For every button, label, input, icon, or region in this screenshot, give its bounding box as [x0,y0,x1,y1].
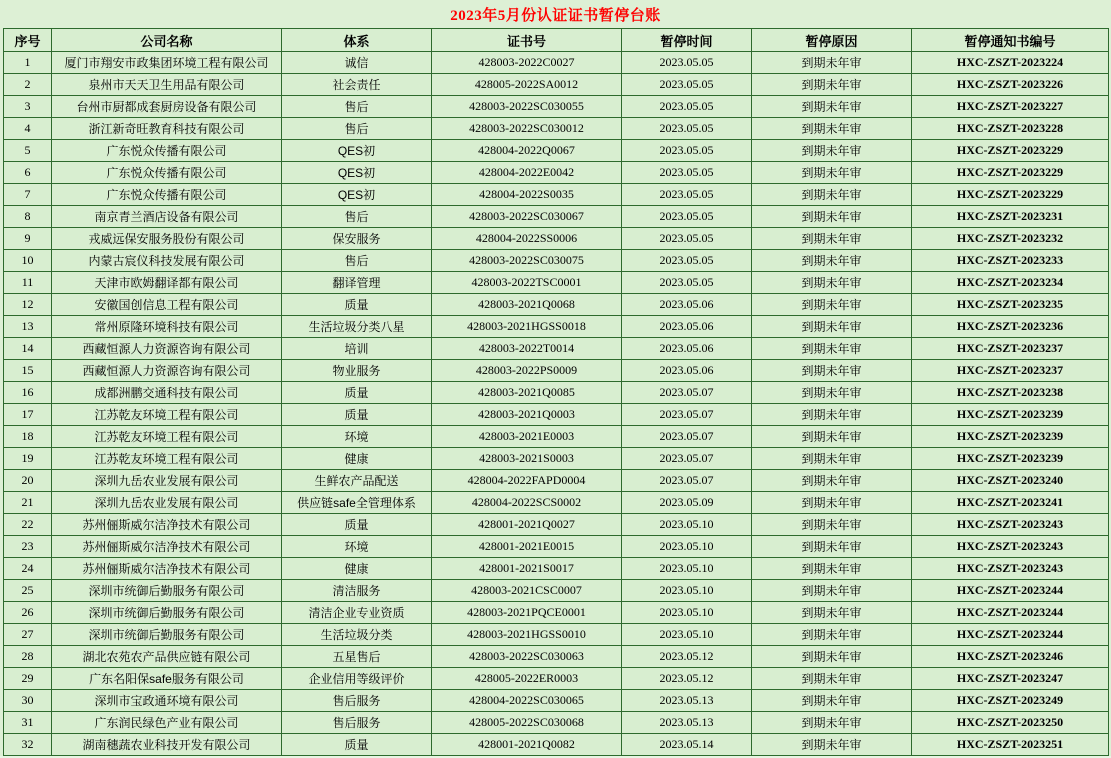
cell-company: 广东悦众传播有限公司 [52,140,282,162]
cell-suspension-date: 2023.05.09 [622,492,752,514]
cell-index: 9 [4,228,52,250]
cell-certificate-number: 428001-2021E0015 [432,536,622,558]
cell-suspension-date: 2023.05.05 [622,52,752,74]
cell-system: 健康 [282,558,432,580]
cell-notice-number: HXC-ZSZT-2023239 [912,426,1109,448]
cell-company: 深圳市宝政通环境有限公司 [52,690,282,712]
cell-index: 1 [4,52,52,74]
cell-suspension-date: 2023.05.05 [622,228,752,250]
cell-notice-number: HXC-ZSZT-2023237 [912,338,1109,360]
column-header-suspension-date: 暂停时间 [622,29,752,52]
cell-system: 售后服务 [282,690,432,712]
cell-suspension-date: 2023.05.06 [622,360,752,382]
cell-system: 售后 [282,206,432,228]
cell-index: 28 [4,646,52,668]
cell-notice-number: HXC-ZSZT-2023229 [912,140,1109,162]
cell-index: 11 [4,272,52,294]
cell-suspension-date: 2023.05.07 [622,448,752,470]
table-row[interactable] [4,184,1109,206]
cell-index: 15 [4,360,52,382]
cell-system: 物业服务 [282,360,432,382]
cell-company: 西藏恒源人力资源咨询有限公司 [52,360,282,382]
cell-index: 26 [4,602,52,624]
cell-suspension-date: 2023.05.10 [622,602,752,624]
cell-suspension-reason: 到期未年审 [752,646,912,668]
cell-notice-number: HXC-ZSZT-2023227 [912,96,1109,118]
cell-company: 安徽国创信息工程有限公司 [52,294,282,316]
cell-company: 深圳九岳农业发展有限公司 [52,470,282,492]
cell-system: 健康 [282,448,432,470]
cell-suspension-date: 2023.05.05 [622,74,752,96]
cell-notice-number: HXC-ZSZT-2023243 [912,514,1109,536]
cell-company: 江苏乾友环境工程有限公司 [52,448,282,470]
cell-notice-number: HXC-ZSZT-2023239 [912,404,1109,426]
table-row[interactable] [4,492,1109,514]
cell-suspension-date: 2023.05.14 [622,734,752,756]
cell-system: 培训 [282,338,432,360]
cell-notice-number: HXC-ZSZT-2023244 [912,602,1109,624]
table-row[interactable] [4,668,1109,690]
cell-suspension-date: 2023.05.05 [622,162,752,184]
cell-notice-number: HXC-ZSZT-2023243 [912,558,1109,580]
cell-index: 27 [4,624,52,646]
cell-suspension-reason: 到期未年审 [752,734,912,756]
table-row[interactable] [4,712,1109,734]
cell-company: 广东悦众传播有限公司 [52,184,282,206]
table-row[interactable] [4,536,1109,558]
cell-system: 质量 [282,514,432,536]
cell-suspension-date: 2023.05.06 [622,316,752,338]
table-body [4,52,1109,756]
cell-system: 供应链safe全管理体系 [282,492,432,514]
cell-system: 质量 [282,294,432,316]
cell-certificate-number: 428005-2022ER0003 [432,668,622,690]
cell-index: 6 [4,162,52,184]
cell-company: 深圳九岳农业发展有限公司 [52,492,282,514]
cell-notice-number: HXC-ZSZT-2023224 [912,52,1109,74]
cell-system: 企业信用等级评价 [282,668,432,690]
column-header-notice-number: 暂停通知书编号 [912,29,1109,52]
cell-suspension-reason: 到期未年审 [752,448,912,470]
cell-suspension-reason: 到期未年审 [752,96,912,118]
cell-company: 内蒙古宸仪科技发展有限公司 [52,250,282,272]
cell-company: 厦门市翔安市政集团环境工程有限公司 [52,52,282,74]
cell-suspension-reason: 到期未年审 [752,602,912,624]
cell-index: 22 [4,514,52,536]
cell-index: 16 [4,382,52,404]
table-row[interactable] [4,316,1109,338]
cell-certificate-number: 428003-2021Q0085 [432,382,622,404]
cell-suspension-reason: 到期未年审 [752,712,912,734]
cell-company: 苏州俪斯威尔洁净技术有限公司 [52,536,282,558]
cell-system: 诚信 [282,52,432,74]
cell-suspension-reason: 到期未年审 [752,668,912,690]
cell-suspension-reason: 到期未年审 [752,360,912,382]
cell-notice-number: HXC-ZSZT-2023243 [912,536,1109,558]
cell-certificate-number: 428005-2022SC030068 [432,712,622,734]
cell-company: 深圳市统御后勤服务有限公司 [52,624,282,646]
cell-index: 7 [4,184,52,206]
cell-company: 广东名阳保safe服务有限公司 [52,668,282,690]
cell-certificate-number: 428003-2021CSC0007 [432,580,622,602]
cell-notice-number: HXC-ZSZT-2023229 [912,184,1109,206]
cell-company: 台州市厨都成套厨房设备有限公司 [52,96,282,118]
cell-certificate-number: 428003-2022T0014 [432,338,622,360]
cell-index: 18 [4,426,52,448]
cell-certificate-number: 428003-2021Q0003 [432,404,622,426]
cell-suspension-reason: 到期未年审 [752,52,912,74]
cell-index: 25 [4,580,52,602]
cell-suspension-reason: 到期未年审 [752,316,912,338]
cell-company: 江苏乾友环境工程有限公司 [52,404,282,426]
cell-company: 深圳市统御后勤服务有限公司 [52,602,282,624]
table-row[interactable] [4,426,1109,448]
cell-suspension-reason: 到期未年审 [752,338,912,360]
cell-notice-number: HXC-ZSZT-2023233 [912,250,1109,272]
cell-certificate-number: 428003-2021S0003 [432,448,622,470]
cell-suspension-reason: 到期未年审 [752,140,912,162]
cell-notice-number: HXC-ZSZT-2023251 [912,734,1109,756]
cell-company: 成都洲鹏交通科技有限公司 [52,382,282,404]
cell-suspension-reason: 到期未年审 [752,536,912,558]
cell-suspension-date: 2023.05.07 [622,404,752,426]
column-header-system: 体系 [282,29,432,52]
cell-notice-number: HXC-ZSZT-2023240 [912,470,1109,492]
cell-certificate-number: 428004-2022SS0006 [432,228,622,250]
cell-suspension-reason: 到期未年审 [752,426,912,448]
cell-system: 保安服务 [282,228,432,250]
cell-index: 31 [4,712,52,734]
cell-certificate-number: 428003-2022TSC0001 [432,272,622,294]
cell-notice-number: HXC-ZSZT-2023236 [912,316,1109,338]
cell-index: 20 [4,470,52,492]
cell-index: 10 [4,250,52,272]
table-row[interactable] [4,140,1109,162]
cell-suspension-date: 2023.05.10 [622,536,752,558]
cell-suspension-date: 2023.05.07 [622,426,752,448]
cell-index: 17 [4,404,52,426]
cell-system: 清洁服务 [282,580,432,602]
cell-suspension-reason: 到期未年审 [752,624,912,646]
cell-index: 13 [4,316,52,338]
cell-company: 西藏恒源人力资源咨询有限公司 [52,338,282,360]
cell-company: 广东悦众传播有限公司 [52,162,282,184]
cell-certificate-number: 428004-2022S0035 [432,184,622,206]
column-header-certificate-number: 证书号 [432,29,622,52]
table-row[interactable] [4,228,1109,250]
table-row[interactable] [4,514,1109,536]
cell-notice-number: HXC-ZSZT-2023234 [912,272,1109,294]
cell-certificate-number: 428004-2022FAPD0004 [432,470,622,492]
cell-company: 广东润民绿色产业有限公司 [52,712,282,734]
cell-company: 苏州俪斯威尔洁净技术有限公司 [52,514,282,536]
cell-certificate-number: 428004-2022SC030065 [432,690,622,712]
table-row[interactable] [4,206,1109,228]
column-header-index: 序号 [4,29,52,52]
cell-suspension-reason: 到期未年审 [752,272,912,294]
cell-company: 戎威远保安服务股份有限公司 [52,228,282,250]
cell-suspension-reason: 到期未年审 [752,206,912,228]
cell-suspension-reason: 到期未年审 [752,404,912,426]
cell-certificate-number: 428003-2022SC030063 [432,646,622,668]
cell-system: 五星售后 [282,646,432,668]
cell-suspension-reason: 到期未年审 [752,74,912,96]
cell-certificate-number: 428004-2022SCS0002 [432,492,622,514]
table-row[interactable] [4,360,1109,382]
cell-certificate-number: 428003-2022SC030055 [432,96,622,118]
table-row[interactable] [4,338,1109,360]
cell-notice-number: HXC-ZSZT-2023239 [912,448,1109,470]
table-row[interactable] [4,646,1109,668]
cell-system: 生鲜农产品配送 [282,470,432,492]
cell-system: 质量 [282,382,432,404]
cell-suspension-reason: 到期未年审 [752,184,912,206]
cell-suspension-reason: 到期未年审 [752,118,912,140]
cell-system: 质量 [282,404,432,426]
cell-suspension-date: 2023.05.12 [622,668,752,690]
cell-system: 质量 [282,734,432,756]
cell-suspension-date: 2023.05.05 [622,140,752,162]
table-row[interactable] [4,96,1109,118]
cell-notice-number: HXC-ZSZT-2023238 [912,382,1109,404]
cell-system: 清洁企业专业资质 [282,602,432,624]
cell-notice-number: HXC-ZSZT-2023241 [912,492,1109,514]
table-row[interactable] [4,52,1109,74]
cell-suspension-date: 2023.05.10 [622,558,752,580]
cell-index: 14 [4,338,52,360]
cell-certificate-number: 428001-2021Q0027 [432,514,622,536]
cell-suspension-date: 2023.05.05 [622,272,752,294]
cell-system: 翻译管理 [282,272,432,294]
cell-certificate-number: 428003-2021PQCE0001 [432,602,622,624]
cell-suspension-reason: 到期未年审 [752,162,912,184]
cell-system: 售后 [282,250,432,272]
cell-suspension-reason: 到期未年审 [752,250,912,272]
cell-system: 售后 [282,96,432,118]
cell-certificate-number: 428003-2022SC030012 [432,118,622,140]
cell-company: 湖南穗蔬农业科技开发有限公司 [52,734,282,756]
cell-certificate-number: 428003-2021HGSS0018 [432,316,622,338]
table-header-row [4,29,1109,52]
cell-notice-number: HXC-ZSZT-2023244 [912,580,1109,602]
cell-notice-number: HXC-ZSZT-2023232 [912,228,1109,250]
cell-suspension-reason: 到期未年审 [752,514,912,536]
cell-suspension-reason: 到期未年审 [752,294,912,316]
table-row[interactable] [4,470,1109,492]
cell-company: 苏州俪斯威尔洁净技术有限公司 [52,558,282,580]
cell-system: QES初 [282,184,432,206]
table-row[interactable] [4,690,1109,712]
cell-company: 泉州市天天卫生用品有限公司 [52,74,282,96]
cell-notice-number: HXC-ZSZT-2023235 [912,294,1109,316]
cell-company: 深圳市统御后勤服务有限公司 [52,580,282,602]
cell-certificate-number: 428001-2021Q0082 [432,734,622,756]
cell-suspension-date: 2023.05.06 [622,338,752,360]
cell-suspension-date: 2023.05.05 [622,184,752,206]
cell-company: 天津市欧姆翻译都有限公司 [52,272,282,294]
cell-suspension-date: 2023.05.13 [622,712,752,734]
cell-system: 环境 [282,536,432,558]
cell-suspension-date: 2023.05.10 [622,580,752,602]
cell-index: 19 [4,448,52,470]
table-row[interactable] [4,448,1109,470]
cell-certificate-number: 428003-2021HGSS0010 [432,624,622,646]
cell-notice-number: HXC-ZSZT-2023229 [912,162,1109,184]
cell-suspension-date: 2023.05.12 [622,646,752,668]
table-row[interactable] [4,404,1109,426]
cell-suspension-date: 2023.05.05 [622,250,752,272]
cell-index: 4 [4,118,52,140]
cell-suspension-date: 2023.05.13 [622,690,752,712]
cell-certificate-number: 428003-2022SC030075 [432,250,622,272]
table-row[interactable] [4,118,1109,140]
table-row[interactable] [4,74,1109,96]
cell-certificate-number: 428005-2022SA0012 [432,74,622,96]
cell-notice-number: HXC-ZSZT-2023228 [912,118,1109,140]
cell-certificate-number: 428003-2022PS0009 [432,360,622,382]
cell-certificate-number: 428003-2022SC030067 [432,206,622,228]
cell-system: 生活垃圾分类八星 [282,316,432,338]
cell-company: 浙江新奇旺教育科技有限公司 [52,118,282,140]
cell-index: 32 [4,734,52,756]
cell-system: QES初 [282,162,432,184]
cell-index: 29 [4,668,52,690]
cell-index: 23 [4,536,52,558]
table-row[interactable] [4,580,1109,602]
table-row[interactable] [4,624,1109,646]
table-row[interactable] [4,382,1109,404]
column-header-suspension-reason: 暂停原因 [752,29,912,52]
cell-index: 2 [4,74,52,96]
cell-suspension-reason: 到期未年审 [752,382,912,404]
cell-suspension-reason: 到期未年审 [752,228,912,250]
cell-certificate-number: 428003-2021E0003 [432,426,622,448]
cell-notice-number: HXC-ZSZT-2023244 [912,624,1109,646]
cell-index: 3 [4,96,52,118]
cell-suspension-date: 2023.05.05 [622,118,752,140]
cell-notice-number: HXC-ZSZT-2023249 [912,690,1109,712]
table-row[interactable] [4,272,1109,294]
cell-certificate-number: 428004-2022E0042 [432,162,622,184]
table-row[interactable] [4,602,1109,624]
cell-index: 24 [4,558,52,580]
cell-system: 环境 [282,426,432,448]
cell-suspension-reason: 到期未年审 [752,690,912,712]
cell-company: 湖北农苑农产品供应链有限公司 [52,646,282,668]
table-row[interactable] [4,734,1109,756]
cell-notice-number: HXC-ZSZT-2023226 [912,74,1109,96]
cell-system: 生活垃圾分类 [282,624,432,646]
cell-suspension-date: 2023.05.10 [622,624,752,646]
table-row[interactable] [4,162,1109,184]
table-row[interactable] [4,294,1109,316]
title-row [0,0,1111,28]
table-row[interactable] [4,250,1109,272]
cell-index: 8 [4,206,52,228]
cell-suspension-date: 2023.05.10 [622,514,752,536]
cell-system: QES初 [282,140,432,162]
cell-suspension-reason: 到期未年审 [752,492,912,514]
cell-notice-number: HXC-ZSZT-2023237 [912,360,1109,382]
cell-system: 售后 [282,118,432,140]
column-header-company: 公司名称 [52,29,282,52]
cell-notice-number: HXC-ZSZT-2023246 [912,646,1109,668]
cell-certificate-number: 428003-2022C0027 [432,52,622,74]
cell-company: 南京青兰酒店设备有限公司 [52,206,282,228]
cell-index: 12 [4,294,52,316]
cell-index: 21 [4,492,52,514]
cell-notice-number: HXC-ZSZT-2023231 [912,206,1109,228]
cell-suspension-date: 2023.05.07 [622,470,752,492]
cell-certificate-number: 428001-2021S0017 [432,558,622,580]
cell-certificate-number: 428003-2021Q0068 [432,294,622,316]
cell-suspension-date: 2023.05.05 [622,206,752,228]
cell-index: 5 [4,140,52,162]
cell-suspension-reason: 到期未年审 [752,558,912,580]
cell-system: 社会责任 [282,74,432,96]
cell-notice-number: HXC-ZSZT-2023247 [912,668,1109,690]
cell-suspension-reason: 到期未年审 [752,470,912,492]
cell-suspension-reason: 到期未年审 [752,580,912,602]
cell-certificate-number: 428004-2022Q0067 [432,140,622,162]
table-row[interactable] [4,558,1109,580]
cell-company: 常州原隆环境科技有限公司 [52,316,282,338]
cell-company: 江苏乾友环境工程有限公司 [52,426,282,448]
page-title: 2023年5月份认证证书暂停台账 [450,7,661,24]
cell-suspension-date: 2023.05.05 [622,96,752,118]
cell-system: 售后服务 [282,712,432,734]
cell-suspension-date: 2023.05.06 [622,294,752,316]
cell-notice-number: HXC-ZSZT-2023250 [912,712,1109,734]
cell-suspension-date: 2023.05.07 [622,382,752,404]
cell-index: 30 [4,690,52,712]
certificate-suspension-table [3,28,1109,756]
